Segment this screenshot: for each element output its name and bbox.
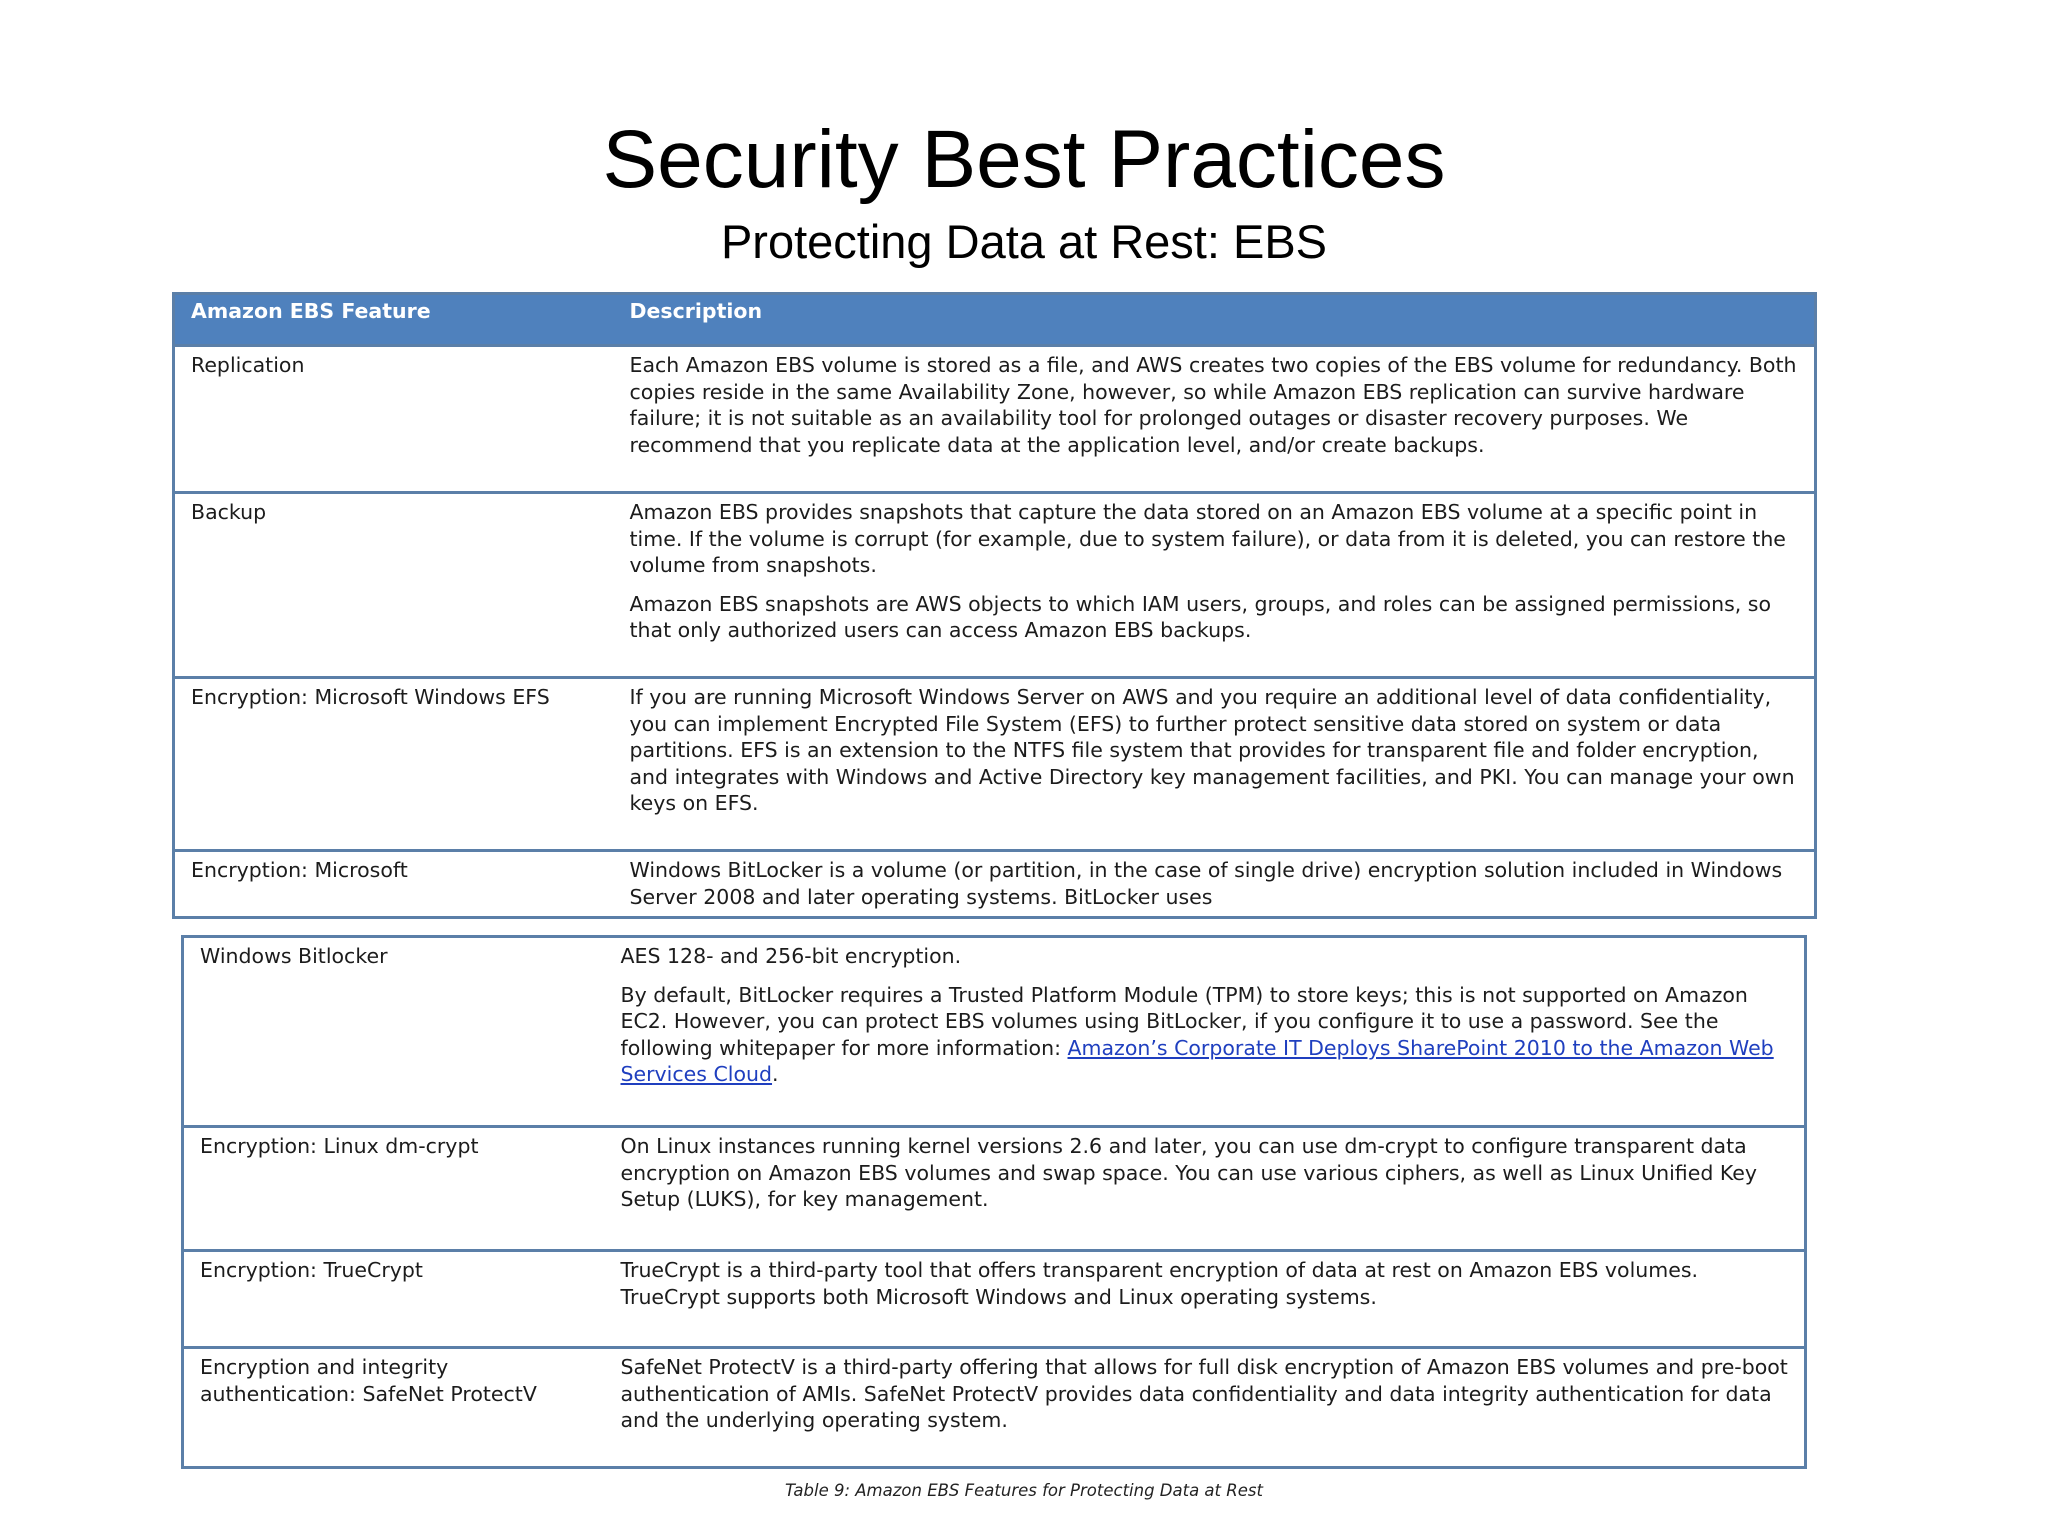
header-description: Description	[614, 294, 1816, 346]
table-row	[174, 678, 1816, 851]
feature-cell: Encryption: Microsoft	[174, 851, 614, 918]
description-paragraph	[621, 982, 1793, 1088]
description-cell	[605, 1251, 1806, 1348]
description-cell	[614, 493, 1816, 678]
description-paragraph: Each Amazon EBS volume is stored as a file, and AWS creates two copies of the EBS volume for redundancy. Both copies reside in the same Availability Zone, however, so while Amazon EBS replication can survive hardware failure; it is not suitable as an availability tool for prolonged outages or disaster recovery purposes. We recommend that you replicate data at the application level, and/or create backups.	[629, 353, 1797, 457]
paragraph-end: .	[772, 1062, 779, 1086]
description-paragraph: AES 128- and 256-bit encryption.	[620, 944, 962, 968]
feature-cell: Encryption: Linux dm-crypt	[183, 1127, 605, 1251]
feature-cell: Backup	[174, 493, 614, 678]
ebs-features-table-part1	[172, 292, 1817, 919]
slide-subtitle: Protecting Data at Rest: EBS	[720, 215, 1328, 268]
slide-title: Security Best Practices	[602, 114, 1446, 205]
description-paragraph: Amazon EBS provides snapshots that capture the data stored on an Amazon EBS volume at a specific point in time. If the volume is corrupt (for example, due to system failure), or data from it is deleted, you can restore the volume from snapshots.	[629, 500, 1786, 577]
table-row	[174, 851, 1816, 918]
feature-cell: Encryption and integrity authentication: SafeNet ProtectV	[183, 1348, 605, 1468]
feature-cell: Replication	[174, 346, 614, 493]
table-row	[183, 1127, 1806, 1251]
description-paragraph: Amazon EBS snapshots are AWS objects to which IAM users, groups, and roles can be assigned permissions, so that only authorized users can access Amazon EBS backups.	[629, 591, 1772, 642]
feature-cell: Encryption: TrueCrypt	[183, 1251, 605, 1348]
description-cell	[605, 937, 1806, 1127]
table-header-row	[174, 294, 1816, 346]
description-paragraph: If you are running Microsoft Windows Server on AWS and you require an additional level of data confidentiality, you can implement Encrypted File System (EFS) to further protect sensitive data stored on system or data partitions. EFS is an extension to the NTFS file system that provides for transparent file and folder encryption, and integrates with Windows and Active Directory key management facilities, and PKI. You can manage your own keys on EFS.	[629, 685, 1795, 815]
whitepaper-link[interactable]: Amazon’s Corporate IT Deploys SharePoint 2010 to the Amazon Web Services Cloud	[620, 1035, 1774, 1086]
description-cell	[605, 1348, 1806, 1468]
description-paragraph: Windows BitLocker is a volume (or partition, in the case of single drive) encryption solution included in Windows Server 2008 and later operating systems. BitLocker uses	[629, 858, 1783, 909]
header-feature: Amazon EBS Feature	[174, 294, 614, 346]
description-cell	[614, 851, 1816, 918]
feature-cell: Encryption: Microsoft Windows EFS	[174, 678, 614, 851]
description-cell	[614, 346, 1816, 493]
description-cell	[605, 1127, 1806, 1251]
table-caption: Table 9: Amazon EBS Features for Protecting Data at Rest	[785, 1481, 1263, 1500]
description-paragraph: On Linux instances running kernel versions 2.6 and later, you can use dm-crypt to configure transparent data encryption on Amazon EBS volumes and swap space. You can use various ciphers, as well as Linux Unified Key Setup (LUKS), for key management.	[620, 1134, 1758, 1211]
table-row	[183, 1348, 1806, 1468]
table-row	[183, 1251, 1806, 1348]
table-row	[174, 346, 1816, 493]
table-row	[174, 493, 1816, 678]
feature-cell: Windows Bitlocker	[200, 944, 388, 968]
ebs-features-table-part2	[181, 935, 1807, 1469]
table-row	[183, 937, 1806, 1127]
description-cell	[614, 678, 1816, 851]
description-paragraph: TrueCrypt is a third-party tool that offers transparent encryption of data at rest on Amazon EBS volumes. TrueCrypt supports both Microsoft Windows and Linux operating systems.	[620, 1258, 1699, 1309]
description-paragraph: SafeNet ProtectV is a third-party offering that allows for full disk encryption of Amazon EBS volumes and pre-boot authentication of AMIs. SafeNet ProtectV provides data confidentiality and data integrity authentication for data and the underlying operating system.	[620, 1355, 1788, 1432]
paragraph-text: By default, BitLocker requires a Trusted Platform Module (TPM) to store keys; this is not supported on Amazon EC2. However, you can protect EBS volumes using BitLocker, if you configure it to use a password. See the following whitepaper for more information:	[620, 982, 1748, 1060]
